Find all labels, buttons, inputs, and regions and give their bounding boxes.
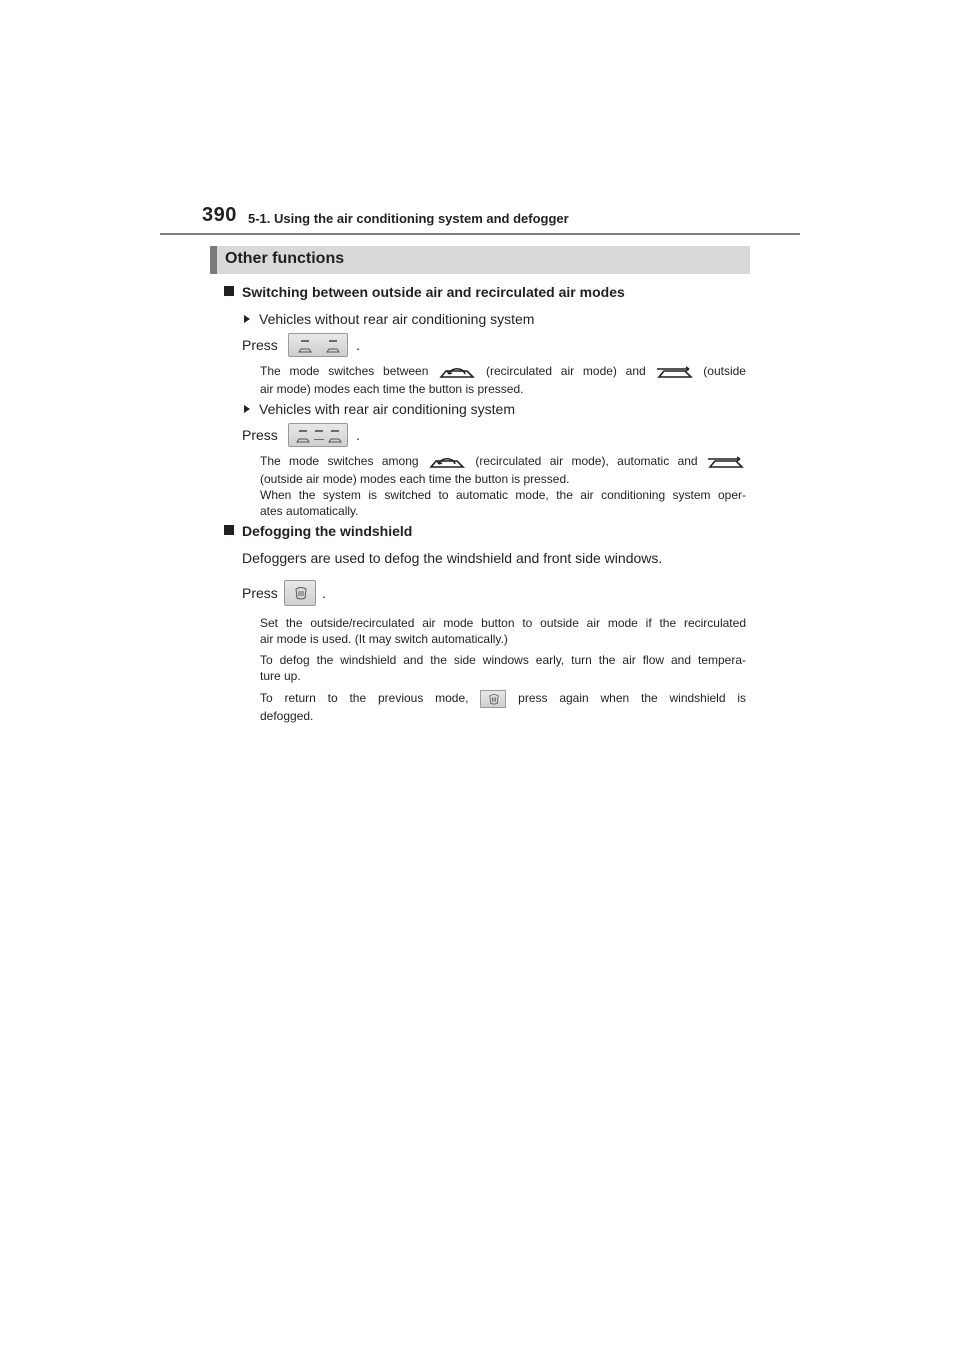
press-label-1: Press: [242, 337, 278, 353]
section-bar: [210, 246, 750, 274]
defog-note-2: To defog the windshield and the side windows early, turn the air flow and tempera- ture up.: [260, 653, 746, 683]
defog-note-1: Set the outside/recirculated air mode button to outside air mode if the recirculated air mode is used. (It may switch automatically.): [260, 616, 746, 646]
recirculated-air-car-icon: [296, 436, 310, 443]
note-without-rear: The mode switches between (recirculated air mode) and (outside air mode) modes each time the button is pressed.: [260, 364, 746, 396]
outside-air-car-icon: [328, 436, 342, 443]
outside-air-car-icon: [706, 453, 746, 471]
square-bullet-icon: [224, 525, 234, 535]
front-defogger-icon: [295, 586, 307, 601]
recirculated-air-car-icon: [437, 363, 477, 381]
press-label-2: Press: [242, 427, 278, 443]
bullet-without-rear: Vehicles without rear air conditioning system: [244, 311, 534, 327]
period-3: .: [322, 585, 326, 601]
note-with-rear: The mode switches among (recirculated air mode), automatic and (outside air mode) modes each time the button is pressed. When the system is switched to automatic mode, the air conditioning system oper- ates automatically.: [260, 454, 746, 518]
chapter-title: 5-1. Using the air conditioning system and defogger: [248, 211, 569, 226]
page-header: [160, 204, 800, 234]
page-number: 390: [202, 204, 237, 226]
defogging-heading: Defogging the windshield: [224, 523, 412, 539]
section-title: Other functions: [225, 250, 345, 267]
defog-note-3: To return to the previous mode, press again when the windshield is defogged.: [260, 691, 747, 723]
air-intake-button[interactable]: [288, 333, 348, 357]
press-label-3: Press: [242, 585, 278, 601]
header-rule: [160, 233, 800, 235]
square-bullet-icon: [224, 286, 234, 296]
defogging-intro: Defoggers are used to defog the windshield and front side windows.: [242, 550, 663, 566]
front-defogger-icon: [480, 690, 506, 708]
triangle-bullet-icon: [244, 405, 250, 413]
period-2: .: [356, 427, 360, 443]
recirculated-air-car-icon: [427, 453, 467, 471]
recirculated-air-car-icon: [298, 346, 312, 353]
triangle-bullet-icon: [244, 315, 250, 323]
period-1: .: [356, 337, 360, 353]
outside-air-car-icon: [326, 346, 340, 353]
front-defogger-button[interactable]: [284, 580, 316, 606]
outside-air-car-icon: [655, 363, 695, 381]
switching-heading: Switching between outside air and recirculated air modes: [224, 284, 625, 300]
air-intake-auto-button[interactable]: [288, 423, 348, 447]
bullet-with-rear: Vehicles with rear air conditioning system: [244, 401, 515, 417]
